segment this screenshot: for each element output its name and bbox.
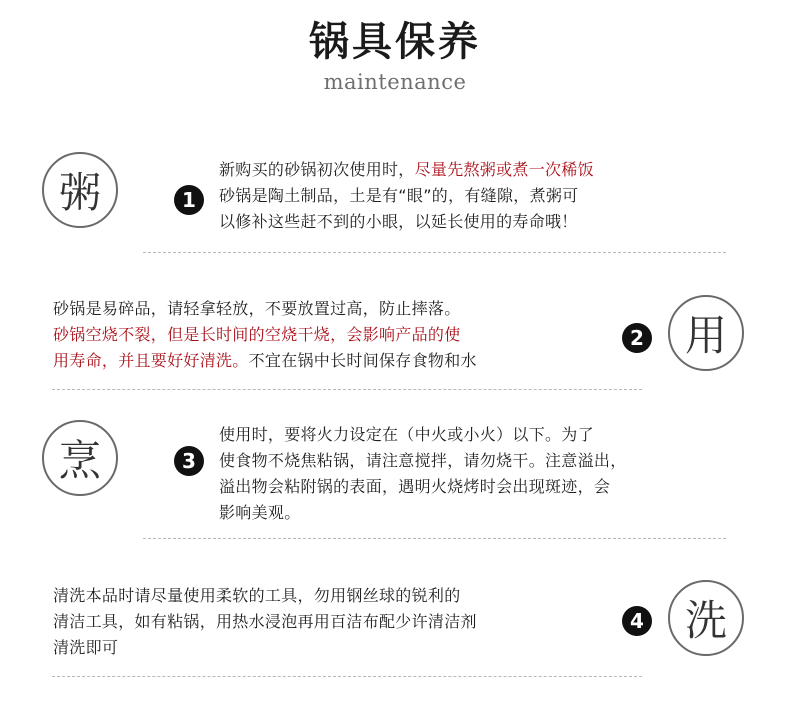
- page-subtitle: maintenance: [323, 70, 467, 94]
- text-line: [219, 500, 627, 526]
- highlight-text: 砂锅空烧不裂，但是长时间的空烧干烧，会影响产品的使: [53, 325, 461, 344]
- highlight-text: 尽量先熬粥或煮一次稀饭: [414, 160, 594, 179]
- page-title: 锅具保养: [309, 18, 481, 65]
- section-2-text: [53, 296, 477, 374]
- body-text: 不宜在锅中长时间保存食物和水: [248, 351, 477, 370]
- char-circle-wash: 洗: [668, 580, 744, 656]
- section-4-text: [53, 583, 477, 661]
- body-text: 砂锅是易碎品，请轻拿轻放，不要放置过高，防止摔落。: [53, 299, 461, 318]
- text-line: [53, 609, 477, 635]
- text-line: [53, 296, 477, 322]
- text-line: [219, 474, 627, 500]
- text-line: [53, 583, 477, 609]
- char-circle-porridge: 粥: [42, 152, 118, 228]
- body-text: 清洁工具，如有粘锅，用热水浸泡再用百洁布配少许清洁剂: [53, 612, 477, 631]
- text-line: [219, 183, 594, 209]
- char-circle-use: 用: [668, 295, 744, 371]
- text-line: [219, 209, 594, 235]
- body-text: 溢出物会粘附锅的表面，遇明火烧烤时会出现斑迹，会: [219, 477, 611, 496]
- step-number-3: 3: [174, 446, 204, 476]
- text-line: [53, 348, 477, 374]
- divider-3: [143, 538, 726, 539]
- body-text: 清洗本品时请尽量使用柔软的工具，勿用钢丝球的锐利的: [53, 586, 461, 605]
- text-line: [53, 635, 477, 661]
- section-1-text: [219, 157, 594, 235]
- text-line: [53, 322, 477, 348]
- step-number-1: 1: [174, 185, 204, 215]
- body-text: 使食物不烧焦粘锅，请注意搅拌，请勿烧干。注意溢出，: [219, 451, 627, 470]
- text-line: [219, 422, 627, 448]
- body-text: 使用时，要将火力设定在（中火或小火）以下。为了: [219, 425, 594, 444]
- divider-1: [143, 252, 726, 253]
- body-text: 砂锅是陶土制品，土是有“眼”的，有缝隙，煮粥可: [219, 186, 579, 205]
- text-line: [219, 157, 594, 183]
- divider-4: [52, 676, 642, 677]
- text-line: [219, 448, 627, 474]
- section-3-text: [219, 422, 627, 526]
- body-text: 新购买的砂锅初次使用时，: [219, 160, 415, 179]
- highlight-text: 用寿命，并且要好好清洗。: [53, 351, 249, 370]
- body-text: 影响美观。: [219, 503, 301, 522]
- step-number-2: 2: [622, 323, 652, 353]
- char-circle-cook: 烹: [42, 420, 118, 496]
- body-text: 清洗即可: [53, 638, 119, 657]
- body-text: 以修补这些赶不到的小眼，以延长使用的寿命哦！: [219, 212, 578, 231]
- step-number-4: 4: [622, 606, 652, 636]
- divider-2: [52, 389, 642, 390]
